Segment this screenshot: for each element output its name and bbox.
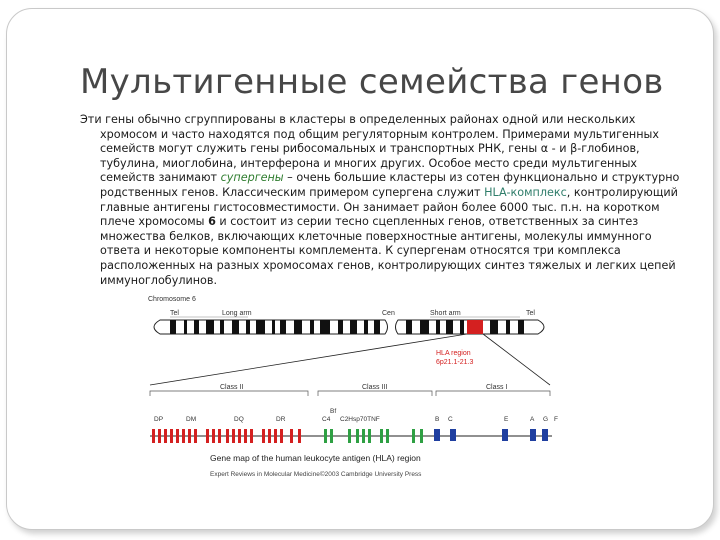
- chromosome-ideogram: [154, 320, 544, 334]
- text-part-2: – очень большие кластеры из сотен функционально и структурно родственных генов. Классическим примером супергена служит: [100, 171, 680, 199]
- gene-label-dm: DM: [186, 416, 197, 423]
- body-text: [80, 113, 685, 288]
- class-i-label: Class I: [486, 384, 508, 391]
- long-arm-label: Long arm: [222, 310, 252, 317]
- supergenes-term: супергены: [220, 171, 284, 185]
- hla-region-band: [467, 320, 483, 334]
- tel-right-label: Tel: [526, 310, 535, 317]
- region-label-1: HLA region: [436, 350, 471, 357]
- zoom-lines: [150, 334, 550, 385]
- figure-credit: Expert Reviews in Molecular Medicine©2003 Cambridge University Press: [210, 471, 422, 478]
- class-i-genes: [434, 429, 548, 441]
- figure-caption: Gene map of the human leukocyte antigen (HLA) region: [210, 453, 421, 463]
- region-label-2: 6p21.1-21.3: [436, 359, 474, 366]
- slide-title: Мультигенные семейства генов: [80, 62, 664, 102]
- chromosome-number: 6: [208, 215, 216, 229]
- text-part-1: Эти гены обычно сгруппированы в кластеры в определенных районах одной или нескольких хромосом и часто находятся под общим регуляторным контролем. Примерами мультигенных семейств могут служить гены рибосомальных и транспортных РНК, гены α - и β-глобинов, тубулина, миоглобина, интерферона и многих других. Особое место среди мультигенных семейств занимают: [80, 113, 659, 185]
- centromere-label: Cen: [382, 310, 395, 317]
- gene-label-dp: DP: [154, 416, 164, 423]
- gene-label-b: B: [435, 416, 440, 423]
- tel-left-label: Tel: [170, 310, 179, 317]
- gene-label-a: A: [530, 416, 535, 423]
- gene-label-c4: C4: [322, 416, 331, 423]
- gene-label-dr: DR: [276, 416, 286, 423]
- gene-label-f: F: [554, 416, 558, 423]
- gene-label-c: C: [448, 416, 453, 423]
- gene-label-g: G: [543, 416, 549, 423]
- hla-gene-map-figure: [140, 293, 560, 488]
- short-arm-label: Short arm: [430, 310, 461, 317]
- text-part-4: и состоит из серии тесно сцепленных генов, ответственных за синтез множества белков, включающих клеточные поверхностные антигены, молекулы иммунного ответа и некоторые компоненты комплемента. К супергенам относятся три комплекса расположенных на разных хромосомах генов, контролирующих синтез тяжелых и легких цепей иммуноглобулинов.: [100, 215, 676, 287]
- gene-label-e: E: [504, 416, 509, 423]
- class-brackets: [150, 391, 550, 396]
- gene-label-dq: DQ: [234, 416, 244, 423]
- class-ii-label: Class II: [220, 384, 244, 391]
- class-iii-label: Class III: [362, 384, 388, 391]
- gene-labels: [154, 408, 558, 423]
- hla-complex-term: HLA-комплекс: [484, 185, 567, 199]
- text-part-3: , контролирующий главные антигены гистосовместимости. Он занимает район более 6000 тыс. п.н. на коротком плече хромосомы: [100, 185, 678, 229]
- gene-label-c2-hsp-tnf: C2Hsp70TNF: [340, 416, 380, 423]
- body-paragraph: [80, 113, 685, 288]
- gene-label-bf: Bf: [330, 408, 337, 415]
- chromosome-label: Chromosome 6: [148, 296, 196, 303]
